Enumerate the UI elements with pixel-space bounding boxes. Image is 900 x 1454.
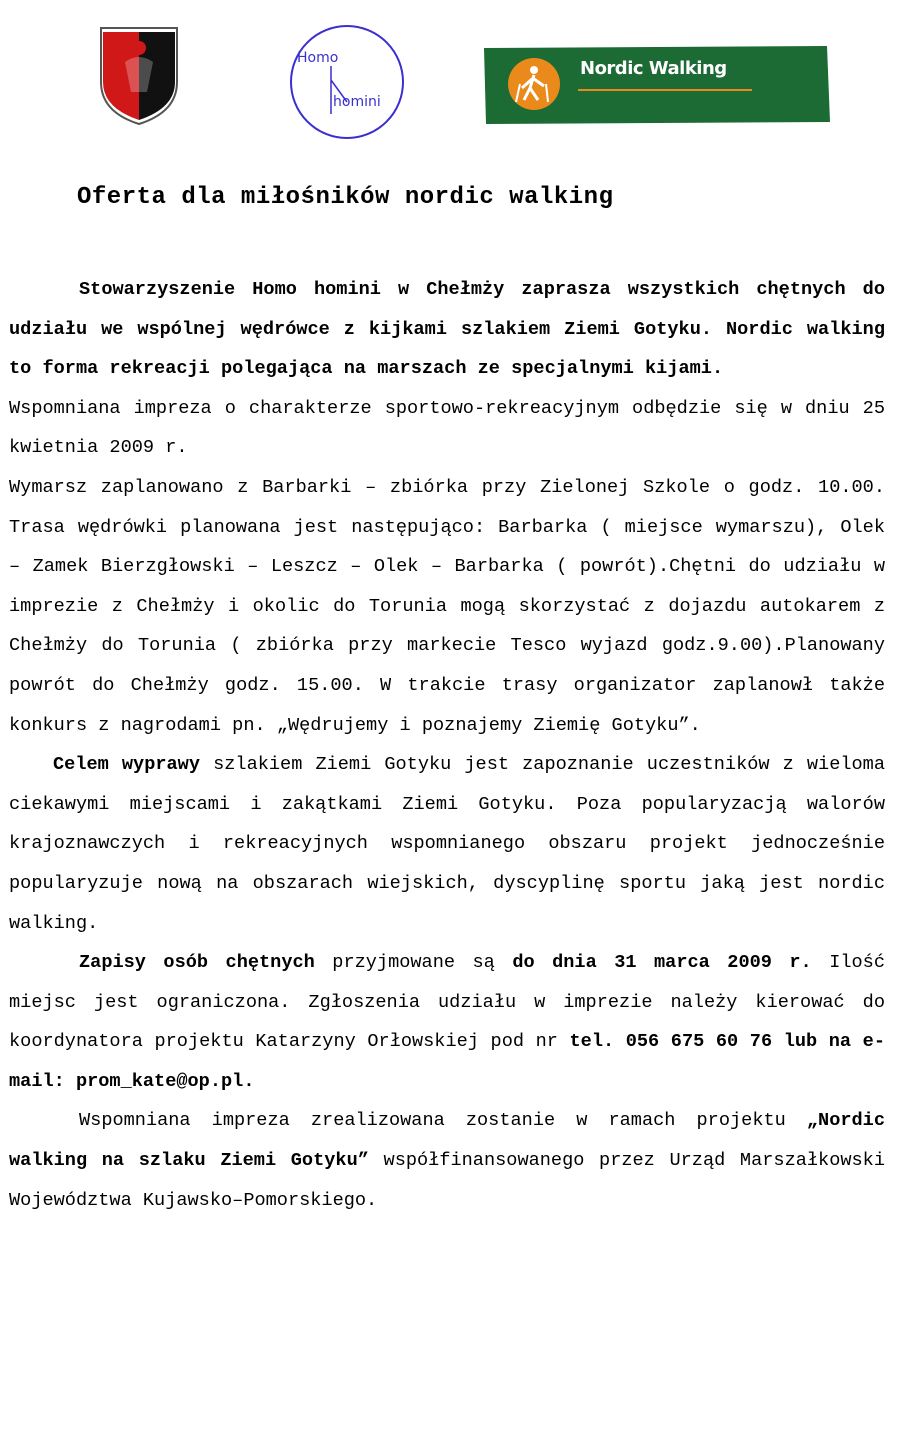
registration-text-1: przyjmowane są [314,952,513,974]
homo-logo-line1: Homo [297,50,339,66]
nordic-walking-logo-text: Nordic Walking [580,58,727,79]
registration-contact: tel. 056 675 60 76 lub na e-mail: prom_kate@op.pl. [9,1031,885,1092]
goal-bold-text: Celem wyprawy [53,754,200,776]
funding-text-2: współfinansowanego przez Urząd Marszałkowski Województwa Kujawsko–Pomorskiego. [9,1150,885,1211]
paragraph-funding [9,1101,885,1220]
funding-project-name: „Nordic walking na szlaku Ziemi Gotyku” [9,1110,885,1172]
registration-text-2: Ilość miejsc jest ograniczona. Zgłoszenia udziału w imprezie należy kierować do koordynatora projektu Katarzyny Orłowskiej pod nr [9,952,885,1053]
logo-bar [0,0,900,150]
paragraph-date: Wspomniana impreza o charakterze sportowo-rekreacyjnym odbędzie się w dniu 25 kwietnia 2009 r. [9,397,885,459]
paragraph-registration [9,943,885,1101]
nordic-walking-banner-icon [482,44,832,126]
paragraph-intro [9,270,885,389]
homo-logo-line2: homini [333,94,381,110]
goal-text: szlakiem Ziemi Gotyku jest zapoznanie uczestników z wieloma ciekawymi miejscami i zakątkami Ziemi Gotyku. Poza popularyzacją walorów krajoznawczych i rekreacyjnych wspomnianego obszaru projekt jednocześnie popularyzuje nową na obszarach wiejskich, dyscyplinę sportu jaką jest nordic walking. [9,754,885,934]
paragraph-route: Wymarsz zaplanowano z Barbarki – zbiórka przy Zielonej Szkole o godz. 10.00. Trasa wędrówki planowana jest następująco: Barbarka ( miejsce wymarszu), Olek – Zamek Bierzgłowski – Leszcz – Olek – Barbarka ( powrót).Chętni do udziału w imprezie z Chełmży i okolic do Torunia mogą skorzystać z dojazdu autokarem z Chełmży do Torunia ( zbiórka przy markecie Tesco wyjazd godz.9.00).Planowany powrót do Chełmży godz. 15.00. W trakcie trasy organizator zaplanowł także konkurs z nagrodami pn. „Wędrujemy i poznajemy Ziemię Gotyku”. [9,476,885,736]
paragraph-goal [9,745,885,943]
intro-bold-text: Stowarzyszenie Homo homini w Chełmży zaprasza wszystkich chętnych do udziału we wspólnej wędrówce z kijkami szlakiem Ziemi Gotyku. Nordic walking to forma rekreacji polegająca na marszach ze specjalnymi kijami. [9,279,885,380]
funding-text-1: Wspomniana impreza zrealizowana zostanie w ramach projektu [79,1110,807,1132]
registration-deadline: do dnia 31 marca 2009 r. [512,952,812,974]
document-title: Oferta dla miłośników nordic walking [77,184,614,211]
homo-homini-logo [287,22,407,142]
coat-of-arms-icon [95,22,183,126]
registration-bold-1: Zapisy osób chętnych [79,952,315,974]
document-body [9,270,885,1220]
nordic-walking-logo [482,44,832,126]
